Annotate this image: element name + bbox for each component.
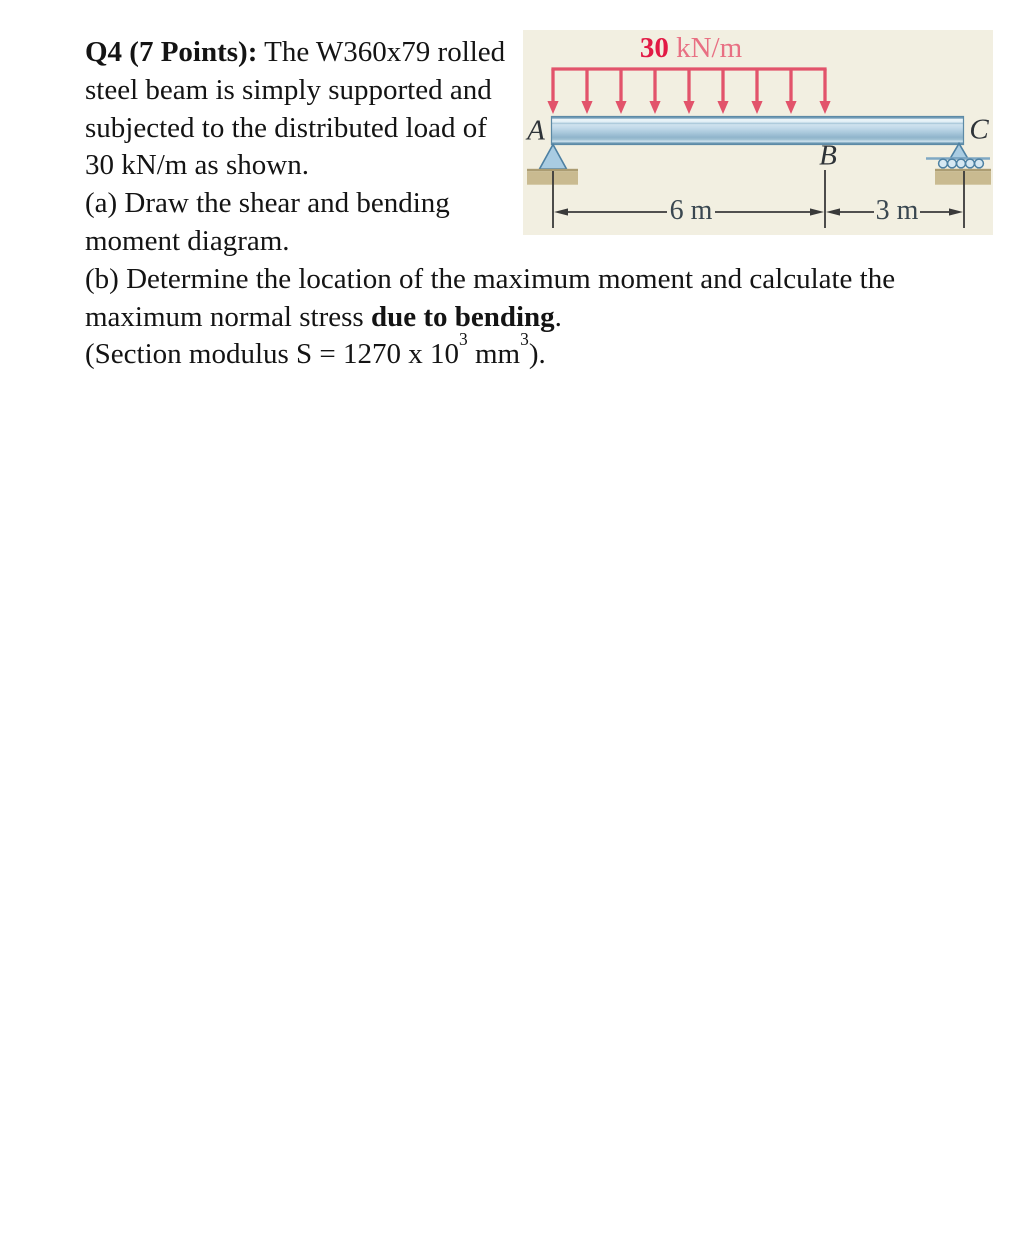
load-arrow-head xyxy=(683,101,694,114)
problem-line-9: (Section modulus S = 1270 x $10^3$ $mm^3$). xyxy=(85,328,546,371)
ground-block-c xyxy=(935,171,991,185)
problem-line-7: (b) Determine the location of the maximum moment and calculate the xyxy=(85,262,896,295)
question-number: Q4 (7 Points): xyxy=(85,36,258,68)
roller-wheel xyxy=(957,159,966,168)
pin-support-a xyxy=(540,145,567,170)
problem-line-4: 30 kN/m as shown. xyxy=(85,149,309,182)
load-unit: kN/m xyxy=(668,32,743,64)
load-arrow-head xyxy=(547,101,558,114)
load-magnitude: 30 xyxy=(639,32,669,64)
load-arrow-head xyxy=(751,101,762,114)
problem-line-5: (a) Draw the shear and bending xyxy=(85,187,450,220)
dimension-label-6m: 6 m xyxy=(669,195,713,226)
load-arrow-head xyxy=(581,101,592,114)
load-arrow-head xyxy=(615,101,626,114)
beam xyxy=(552,117,964,145)
roller-wheel xyxy=(939,159,948,168)
point-label-a: A xyxy=(527,114,545,147)
roller-wheel xyxy=(948,159,957,168)
point-label-c: C xyxy=(969,113,989,146)
dim-arrowhead xyxy=(949,208,963,215)
problem-line-3: subjected to the distributed load of xyxy=(85,111,487,144)
emphasis-due-to-bending: due to bending xyxy=(370,300,555,333)
distributed-load-label xyxy=(616,33,766,63)
roller-support-c xyxy=(951,144,968,159)
problem-line-1: Q4 (7 Points): The W360x79 rolled xyxy=(85,36,506,68)
load-arrow-head xyxy=(819,101,830,114)
dimension-label-3m: 3 m xyxy=(875,195,919,226)
problem-line-8: maximum normal stress due to bending. xyxy=(85,300,562,333)
load-arrow-head xyxy=(785,101,796,114)
problem-line-6: moment diagram. xyxy=(85,224,290,257)
ground-block-a-edge xyxy=(527,169,578,171)
beam-diagram xyxy=(523,30,993,235)
distributed-load-arrows xyxy=(547,69,830,114)
dim-arrowhead xyxy=(826,208,840,215)
load-arrow-head xyxy=(649,101,660,114)
point-label-b: B xyxy=(819,139,837,172)
roller-wheel xyxy=(975,159,984,168)
dim-arrowhead xyxy=(554,208,568,215)
load-arrow-head xyxy=(717,101,728,114)
problem-line-2: steel beam is simply supported and xyxy=(85,73,492,106)
dim-arrowhead xyxy=(810,208,824,215)
ground-block-c-edge xyxy=(935,169,991,171)
roller-wheel xyxy=(966,159,975,168)
